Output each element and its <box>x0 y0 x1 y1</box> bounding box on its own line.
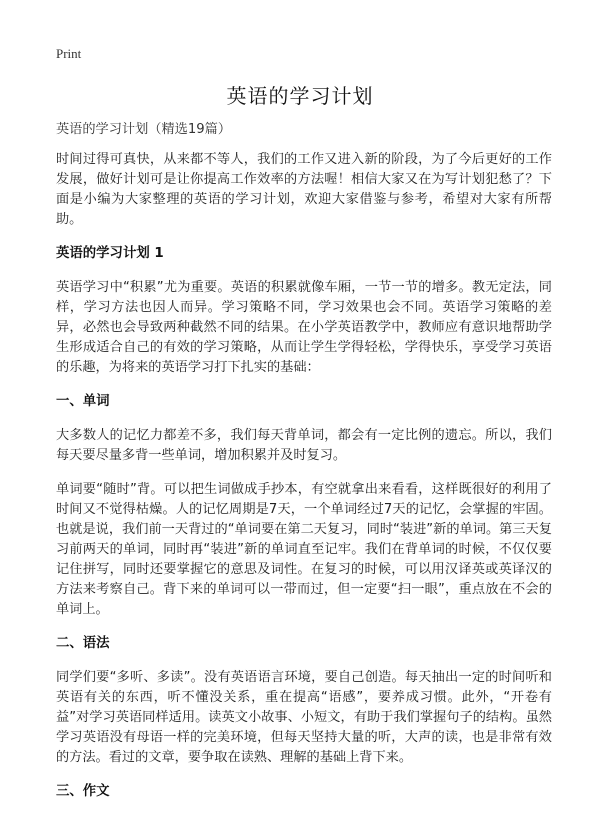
section-heading-words: 一、单词 <box>56 394 110 409</box>
page-title: 英语的学习计划 <box>226 84 374 108</box>
section-heading-grammar: 二、语法 <box>56 636 110 651</box>
words-paragraph-1: 大多数人的记忆力都差不多，我们每天背单词，都会有一定比例的遗忘。所以，我们每天要尽量多背一些单词，增加积累并及时复习。 <box>56 428 552 463</box>
intro-paragraph: 时间过得可真快，从来都不等人，我们的工作又进入新的阶段，为了今后更好的工作发展，做好计划可是让你提高工作效率的方法喔！相信大家又在为写计划犯愁了？下面是小编为大家整理的英语的学习计划，欢迎大家借鉴与参考，希望对大家有所帮助。 <box>56 152 552 227</box>
plan-heading-1: 英语的学习计划 1 <box>56 246 164 261</box>
plan-1-paragraph: 英语学习中“积累”尤为重要。英语的积累就像车厢，一节一节的增多。教无定法，同样，学习方法也因人而异。学习策略不同，学习效果也会不同。英语学习策略的差异，必然也会导致两种截然不同的结果。在小学英语教学中，教师应有意识地帮助学生形成适合自己的有效的学习策略，从而让学生学得轻松，学得快乐，享受学习英语的乐趣，为将来的英语学习打下扎实的基础： <box>56 280 552 375</box>
grammar-paragraph: 同学们要“多听、多读”。没有英语语言环境，要自己创造。每天抽出一定的时间听和英语有关的东西，听不懂没关系，重在提高“语感”，要养成习惯。此外，“开卷有益”对学习英语同样适用。读英文小故事、小短文，有助于我们掌握句子的结构。虽然学习英语没有母语一样的完美环境，但每天坚持大量的听，大声的读，也是非常有效的方法。看过的文章，要争取在读熟、理解的基础上背下来。 <box>56 670 552 765</box>
section-heading-writing: 三、作文 <box>56 784 110 799</box>
print-link[interactable]: Print <box>56 46 82 61</box>
article-subtitle: 英语的学习计划（精选19篇） <box>56 122 232 137</box>
words-paragraph-2: 单词要“随时”背。可以把生词做成手抄本，有空就拿出来看看，这样既很好的利用了时间又不觉得枯燥。人的记忆周期是7天，一个单词经过7天的记忆，会掌握的牢固。也就是说，我们前一天背过的“单词要在第二天复习，同时“装进”新的单词。第三天复习前两天的单词，同时再“装进”新的单词直至记牢。我们在背单词的时候，不仅仅要记住拼写，同时还要掌握它的意思及词性。在复习的时候，可以用汉译英或英译汉的方法来考察自己。背下来的单词可以一带而过，但一定要“扫一眼”，重点放在不会的单词上。 <box>56 482 552 617</box>
article-body <box>56 120 552 816</box>
